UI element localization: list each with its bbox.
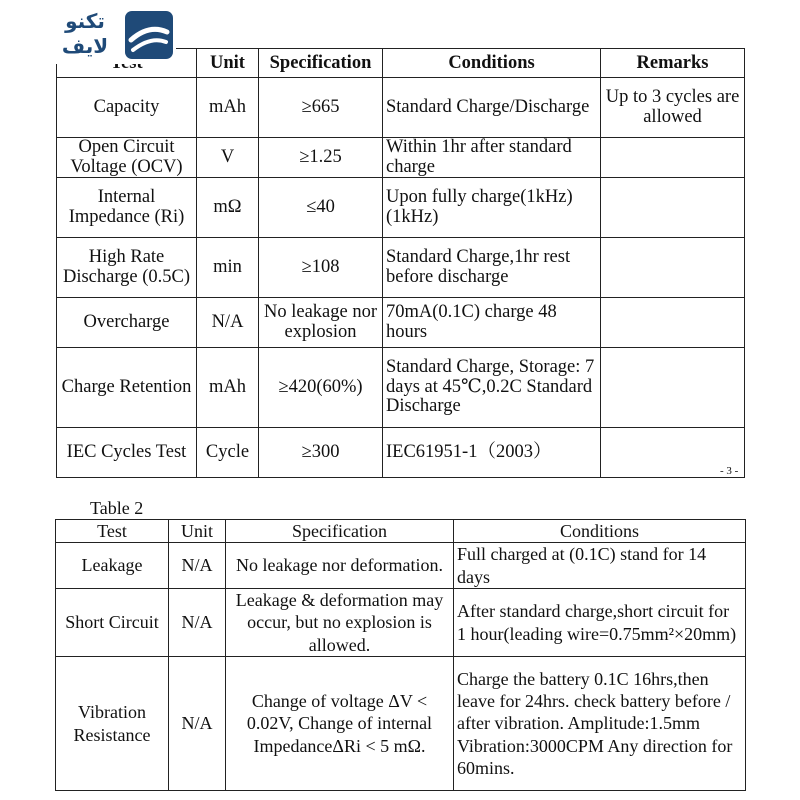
cell-test: Open Circuit Voltage (OCV)	[57, 138, 197, 178]
cell-test: IEC Cycles Test	[57, 428, 197, 478]
cell-test: Capacity	[57, 78, 197, 138]
cell-conditions: Charge the battery 0.1C 16hrs,then leave for 24hrs. check battery before / after vibration. Amplitude:1.5mm Vibration:3000CPM Any direction for 60mins.	[454, 657, 746, 791]
cell-conditions: Standard Charge, Storage: 7 days at 45℃,0.2C Standard Discharge	[383, 348, 601, 428]
cell-test: Internal Impedance (Ri)	[57, 178, 197, 238]
cell-unit: Cycle	[197, 428, 259, 478]
cell-unit: V	[197, 138, 259, 178]
table1-header-unit: Unit	[197, 49, 259, 78]
cell-remarks	[601, 298, 745, 348]
cell-remarks	[601, 238, 745, 298]
page-number: - 3 -	[720, 465, 739, 477]
table2-header-row	[56, 520, 746, 543]
cell-unit: mAh	[197, 78, 259, 138]
cell-spec: No leakage nor deformation.	[226, 543, 454, 589]
cell-unit: N/A	[169, 657, 226, 791]
cell-unit: mAh	[197, 348, 259, 428]
cell-test: Overcharge	[57, 298, 197, 348]
cell-unit: N/A	[169, 589, 226, 657]
cell-conditions: Upon fully charge(1kHz) (1kHz)	[383, 178, 601, 238]
table2-header-specification: Specification	[226, 520, 454, 543]
table1-header-specification: Specification	[259, 49, 383, 78]
cell-unit: N/A	[197, 298, 259, 348]
table-row	[56, 543, 746, 589]
logo-text	[50, 9, 120, 59]
cell-spec: ≥1.25	[259, 138, 383, 178]
table-row	[56, 589, 746, 657]
cell-test: High Rate Discharge (0.5C)	[57, 238, 197, 298]
cell-spec: ≥108	[259, 238, 383, 298]
table-row	[57, 298, 745, 348]
logo-line-1: تكنو	[65, 9, 105, 33]
cell-spec: ≤40	[259, 178, 383, 238]
cell-conditions: IEC61951-1（2003）	[383, 428, 601, 478]
table2-header-unit: Unit	[169, 520, 226, 543]
table2-header-test: Test	[56, 520, 169, 543]
table-row	[57, 78, 745, 138]
cell-spec: ≥665	[259, 78, 383, 138]
cell-test: Short Circuit	[56, 589, 169, 657]
cell-test: Vibration Resistance	[56, 657, 169, 791]
cell-spec: ≥420(60%)	[259, 348, 383, 428]
brand-logo	[50, 6, 176, 64]
cell-spec: Change of voltage ΔV < 0.02V, Change of internal ImpedanceΔRi < 5 mΩ.	[226, 657, 454, 791]
table-2-caption: Table 2	[90, 498, 144, 518]
table-row	[56, 657, 746, 791]
table-row	[57, 178, 745, 238]
cell-remarks: Up to 3 cycles are allowed	[601, 78, 745, 138]
table-row	[57, 348, 745, 428]
logo-line-2: لايف	[61, 34, 109, 58]
table1-header-conditions: Conditions	[383, 49, 601, 78]
cell-unit: N/A	[169, 543, 226, 589]
cell-spec: No leakage nor explosion	[259, 298, 383, 348]
cell-conditions: After standard charge,short circuit for 1 hour(leading wire=0.75mm²×20mm)	[454, 589, 746, 657]
table-row	[57, 238, 745, 298]
logo-mark-icon	[124, 10, 174, 60]
table-row	[57, 138, 745, 178]
cell-test: Charge Retention	[57, 348, 197, 428]
cell-unit: min	[197, 238, 259, 298]
cell-remarks	[601, 348, 745, 428]
spec-table-1	[56, 48, 745, 478]
cell-conditions: Standard Charge,1hr rest before discharge	[383, 238, 601, 298]
table1-header-remarks: Remarks	[601, 49, 745, 78]
cell-spec: ≥300	[259, 428, 383, 478]
cell-spec: Leakage & deformation may occur, but no explosion is allowed.	[226, 589, 454, 657]
table-row	[57, 428, 745, 478]
cell-conditions: Standard Charge/Discharge	[383, 78, 601, 138]
cell-conditions: Within 1hr after standard charge	[383, 138, 601, 178]
cell-unit: mΩ	[197, 178, 259, 238]
cell-conditions: Full charged at (0.1C) stand for 14 days	[454, 543, 746, 589]
table2-header-conditions: Conditions	[454, 520, 746, 543]
cell-remarks	[601, 178, 745, 238]
spec-table-2	[55, 519, 746, 791]
cell-test: Leakage	[56, 543, 169, 589]
cell-conditions: 70mA(0.1C) charge 48 hours	[383, 298, 601, 348]
cell-remarks	[601, 138, 745, 178]
